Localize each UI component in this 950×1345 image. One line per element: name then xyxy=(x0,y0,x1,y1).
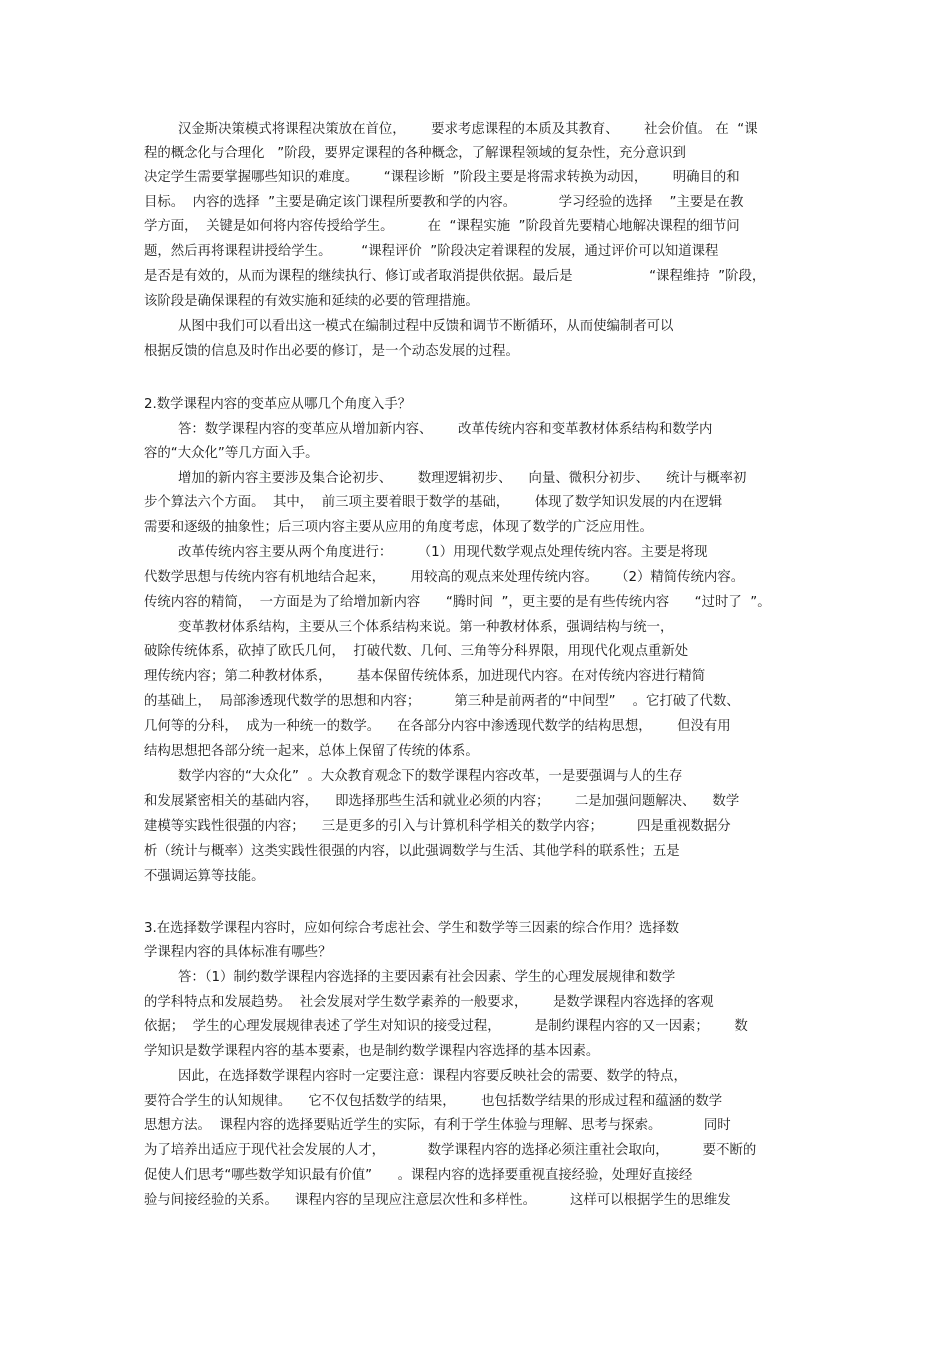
text-line: 破除传统体系，砍掉了欧氏几何， 打破代数、几何、三角等分科界限，用现代化观点重新处 xyxy=(144,644,689,659)
text-line: 增加的新内容主要涉及集合论初步、 数理逻辑初步、 向量、微积分初步、 统计与概率初 xyxy=(178,471,747,486)
text-line: 促使人们思考“哪些数学知识最有价值” 。课程内容的选择要重视直接经验，处理好直接经 xyxy=(144,1168,693,1183)
text-line: 思想方法。 课程内容的选择要贴近学生的实际，有利于学生体验与理解、思考与探索。 同时 xyxy=(144,1118,731,1133)
text-line: 题，然后再将课程讲授给学生。 “课程评价 ”阶段决定着课程的发展，通过评价可以知道课程 xyxy=(144,244,719,259)
text-line: 目标。 内容的选择 ”主要是确定该门课程所要教和学的内容。 学习经验的选择 ”主要是在教 xyxy=(144,195,744,210)
text-line: 容的“大众化”等几方面入手。 xyxy=(144,446,319,461)
text-line: 数学内容的“大众化” 。大众教育观念下的数学课程内容改革，一是要强调与人的生存 xyxy=(178,769,683,784)
text-line: 改革传统内容主要从两个角度进行： （1）用现代数学观点处理传统内容。主要是将现 xyxy=(178,545,708,560)
text-line: 代数学思想与传统内容有机地结合起来， 用较高的观点来处理传统内容。 （2）精简传统内容。 xyxy=(144,570,745,585)
text-line: 结构思想把各部分统一起来，总体上保留了传统的体系。 xyxy=(144,744,479,759)
text-line: 从图中我们可以看出这一模式在编制过程中反馈和调节不断循环，从而使编制者可以 xyxy=(178,319,674,334)
text-line: 是否是有效的，从而为课程的继续执行、修订或者取消提供依据。最后是 “课程维持 ”阶段， xyxy=(144,269,766,284)
text-line: 需要和逐级的抽象性；后三项内容主要从应用的角度考虑，体现了数学的广泛应用性。 xyxy=(144,520,653,535)
text-line: 决定学生需要掌握哪些知识的难度。 “课程诊断 ”阶段主要是将需求转换为动因， 明确目的和 xyxy=(144,170,740,185)
text-line: 依据； 学生的心理发展规律表述了学生对知识的接受过程， 是制约课程内容的又一因素； 数 xyxy=(144,1019,748,1034)
text-line: 建模等实践性很强的内容； 三是更多的引入与计算机科学相关的数学内容； 四是重视数据分 xyxy=(144,819,731,834)
text-line: 几何等的分科， 成为一种统一的数学。 在各部分内容中渗透现代数学的结构思想， 但没有用 xyxy=(144,719,731,734)
text-line: 理传统内容；第二种教材体系， 基本保留传统体系，加进现代内容。在对传统内容进行精简 xyxy=(144,669,706,684)
question-title: 学课程内容的具体标准有哪些？ xyxy=(144,945,332,960)
question-title: 2.数学课程内容的变革应从哪几个角度入手？ xyxy=(144,397,412,412)
text-line: 不强调运算等技能。 xyxy=(144,869,265,884)
question-title: 3.在选择数学课程内容时，应如何综合考虑社会、学生和数学等三因素的综合作用？选择数 xyxy=(144,921,680,936)
text-line: 变革教材体系结构，主要从三个体系结构来说。第一种教材体系，强调结构与统一， xyxy=(178,620,674,635)
text-line: 答：数学课程内容的变革应从增加新内容、 改革传统内容和变革教材体系结构和数学内 xyxy=(178,422,713,437)
text-line: 和发展紧密相关的基础内容， 即选择那些生活和就业必须的内容； 二是加强问题解决、 数学 xyxy=(144,794,740,809)
text-line: 该阶段是确保课程的有效实施和延续的必要的管理措施。 xyxy=(144,294,479,309)
text-line: 程的概念化与合理化 ”阶段，要界定课程的各种概念，了解课程领域的复杂性，充分意识到 xyxy=(144,146,686,161)
text-line: 要符合学生的认知规律。 它不仅包括数学的结果， 也包括数学结果的形成过程和蕴涵的数学 xyxy=(144,1094,723,1109)
text-line: 的学科特点和发展趋势。 社会发展对学生数学素养的一般要求， 是数学课程内容选择的客观 xyxy=(144,995,714,1010)
text-line: 学知识是数学课程内容的基本要素，也是制约数学课程内容选择的基本因素。 xyxy=(144,1044,600,1059)
text-line: 析（统计与概率）这类实践性很强的内容，以此强调数学与生活、其他学科的联系性；五是 xyxy=(144,844,680,859)
text-line: 答：（1）制约数学课程内容选择的主要因素有社会因素、学生的心理发展规律和数学 xyxy=(178,970,676,985)
text-line: 步个算法六个方面。 其中， 前三项主要着眼于数学的基础， 体现了数学知识发展的内在逻辑 xyxy=(144,495,723,510)
text-line: 汉金斯决策模式将课程决策放在首位， 要求考虑课程的本质及其教育、 社会价值。 在 “课 xyxy=(178,122,758,137)
text-line: 传统内容的精简， 一方面是为了给增加新内容 “腾时间 ”，更主要的是有些传统内容 “过时了 ”。 xyxy=(144,595,771,610)
text-line: 的基础上， 局部渗透现代数学的思想和内容； 第三种是前两者的“中间型” 。它打破了代数、 xyxy=(144,694,740,709)
text-line: 学方面， 关键是如何将内容传授给学生。 在 “课程实施 ”阶段首先要精心地解决课程的细节问 xyxy=(144,219,740,234)
text-line: 为了培养出适应于现代社会发展的人才， 数学课程内容的选择必须注重社会取向， 要不断的 xyxy=(144,1143,757,1158)
text-line: 因此，在选择数学课程内容时一定要注意：课程内容要反映社会的需要、数学的特点， xyxy=(178,1069,687,1084)
text-line: 根据反馈的信息及时作出必要的修订，是一个动态发展的过程。 xyxy=(144,344,519,359)
text-line: 验与间接经验的关系。 课程内容的呈现应注意层次性和多样性。 这样可以根据学生的思维发 xyxy=(144,1193,731,1208)
